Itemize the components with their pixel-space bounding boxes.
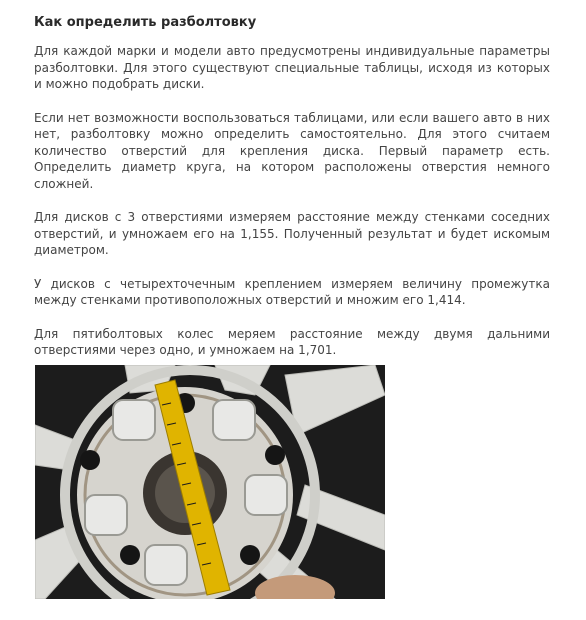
wheel-photo [35, 365, 385, 599]
paragraph-intro: Для каждой марки и модели авто предусмотрены индивидуальные параметры разболтовки. Для этого существуют специальные таблицы, исходя из которых и можно подобрать диски. [34, 44, 550, 91]
wheel-illustration [35, 365, 385, 599]
paragraph-self-measure: Если нет возможности воспользоваться таблицами, или если вашего авто в них нет, разболтовку можно определить самостоятельно. Для этого считаем количество отверстий для крепления диска. Первый параметр есть. Определить диаметр круга, на котором расположены отверстия немного сложней. [34, 110, 550, 191]
paragraph-five-holes: Для пятиболтовых колес меряем расстояние между двумя дальними отверстиями через одно, и умножаем на 1,701. [34, 326, 550, 357]
article-title: Как определить разболтовку [34, 15, 257, 30]
paragraph-three-holes: Для дисков с 3 отверстиями измеряем расстояние между стенками соседних отверстий, и умножаем его на 1,155. Полученный результат и будет искомым диаметром. [34, 210, 550, 257]
paragraph-four-holes: У дисков с четырехточечным креплением измеряем величину промежутка между стенками противоположных отверстий и множим его 1,414. [34, 276, 550, 307]
article [34, 14, 550, 376]
